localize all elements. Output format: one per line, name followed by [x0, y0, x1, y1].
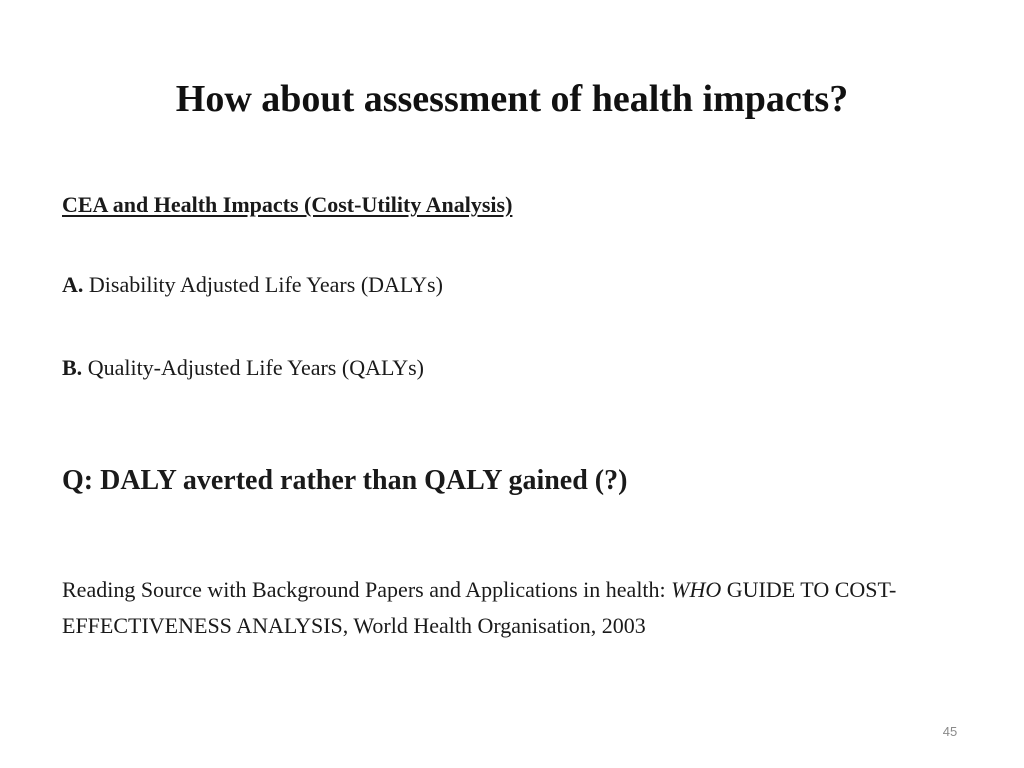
reading-source-italic: WHO [671, 577, 722, 602]
question-text: Q: DALY averted rather than QALY gained (?) [62, 465, 628, 496]
list-item-letter: B. [62, 355, 83, 380]
page-number: 45 [942, 724, 958, 739]
reading-source-suffix: GUIDE TO COST-EFFECTIVENESS ANALYSIS, World Health Organisation, 2003 [62, 577, 897, 638]
list-item-text: Quality-Adjusted Life Years (QALYs) [82, 355, 424, 380]
list-item-text: Disability Adjusted Life Years (DALYs) [83, 272, 443, 297]
list-item-b [62, 353, 424, 383]
section-subheading: CEA and Health Impacts (Cost-Utility Analysis) [62, 192, 513, 217]
list-item-letter: A. [62, 272, 84, 297]
reading-source-prefix: Reading Source with Background Papers and Applications in health: [62, 577, 672, 602]
slide-title: How about assessment of health impacts? [175, 78, 849, 120]
reading-source [62, 572, 922, 644]
list-item-a [62, 270, 443, 300]
